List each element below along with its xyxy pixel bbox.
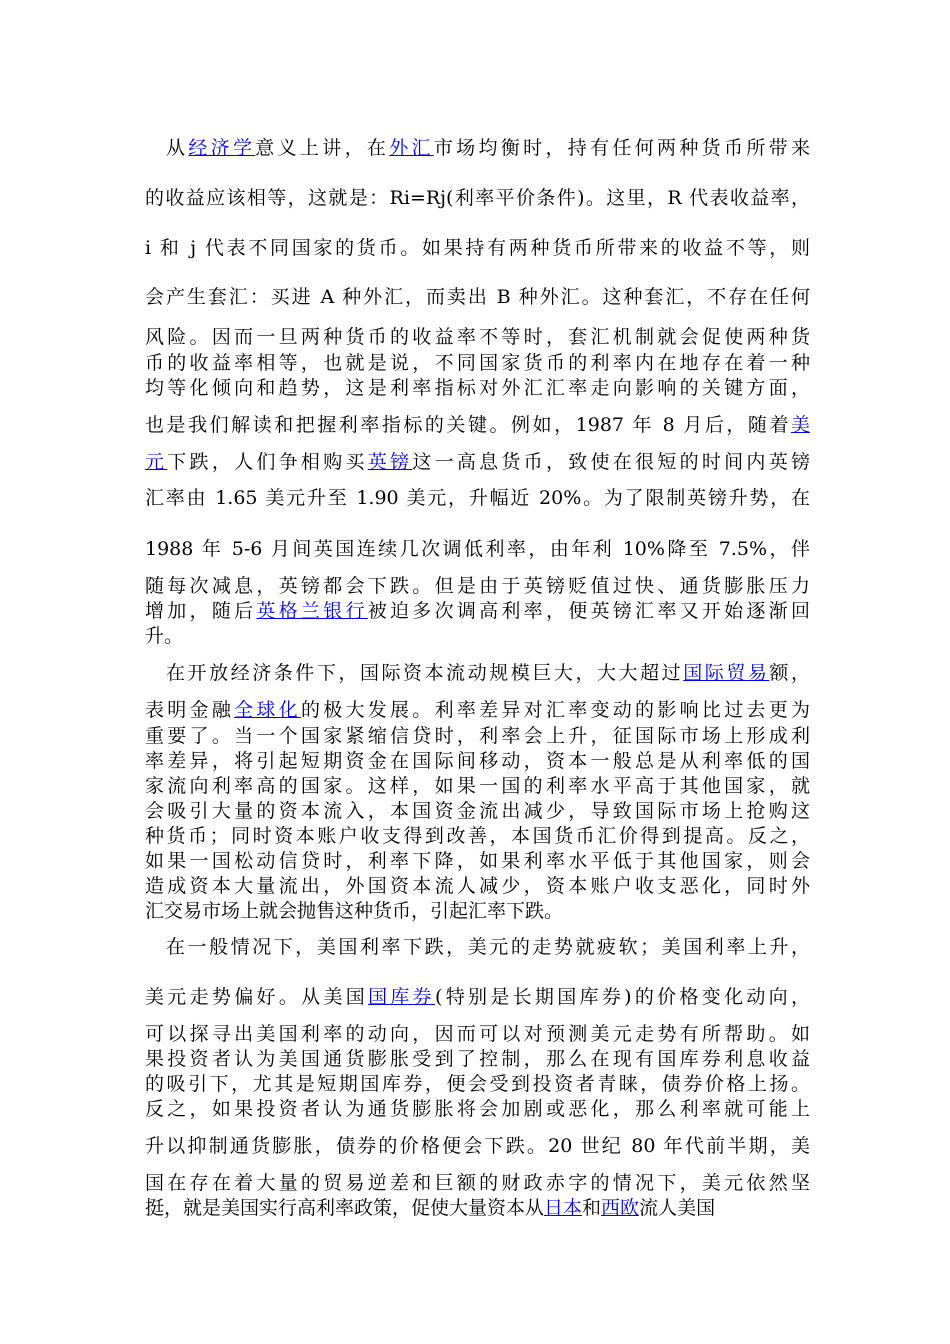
text-segment: 重要了。当一个国家紧缩信贷时，利率会上升，征国际市场上形成利	[145, 725, 810, 747]
text-segment: 在一般情况下，美国利率下跌，美元的走势就疲软；美国利率上升，	[166, 936, 810, 958]
text-line	[145, 1096, 810, 1122]
text-segment: 的吸引下，尤其是短期国库券，便会受到投资者青睐，债券价格上扬。	[145, 1073, 810, 1095]
text-line	[145, 573, 810, 599]
text-segment: 的极大发展。利率差异对汇率变动的影响比过去更为	[300, 699, 810, 721]
text-line	[145, 748, 810, 774]
text-segment: 挺，就是美国实行高利率政策，促使大量资本从	[145, 1197, 545, 1219]
text-segment: 增加，随后	[145, 600, 257, 622]
text-line	[145, 235, 810, 261]
text-segment: 1988 年 5-6 月间英国连续几次调低利率，由年利 10%降至 7.5%，伴	[145, 538, 810, 560]
text-segment: 币的收益率相等，也就是说，不同国家货币的利率内在地存在着一种	[145, 352, 810, 374]
text-segment: 反之，如果投资者认为通货膨胀将会加剧或恶化，那么利率就可能上	[145, 1098, 810, 1120]
hyperlink[interactable]: 日本	[544, 1197, 583, 1219]
text-line	[145, 598, 810, 624]
text-segment: 流人美国	[639, 1197, 716, 1219]
text-line	[166, 660, 810, 686]
hyperlink[interactable]: 全球化	[234, 699, 301, 721]
text-line	[145, 1071, 810, 1097]
hyperlink[interactable]: 西欧	[601, 1197, 640, 1219]
text-line	[145, 848, 810, 874]
text-segment: 率差异，将引起短期资金在国际间移动，资本一般总是从利率低的国	[145, 750, 810, 772]
text-line	[145, 1170, 810, 1196]
text-line	[145, 449, 810, 475]
text-segment: 被迫多次调高利率，便英镑汇率又开始逐渐回	[367, 600, 810, 622]
hyperlink[interactable]: 经济学	[188, 137, 256, 159]
text-segment: 美元走势偏好。从美国	[145, 986, 369, 1008]
text-line	[166, 135, 810, 161]
text-segment: 从	[166, 137, 189, 159]
text-line	[145, 798, 810, 824]
text-line	[145, 773, 810, 799]
text-segment: 表明金融	[145, 699, 235, 721]
text-segment: 升以抑制通货膨胀，债券的价格便会下跌。20 世纪 80 年代前半期，美	[145, 1135, 810, 1157]
text-segment: 也是我们解读和把握利率指标的关键。例如，1987 年 8 月后，随着	[145, 414, 791, 436]
text-line	[145, 185, 810, 211]
hyperlink[interactable]: 国际贸易	[683, 662, 770, 684]
text-segment: 市场均衡时，持有任何两种货币所带来	[433, 137, 810, 159]
text-line	[145, 350, 810, 376]
text-segment: 和	[582, 1197, 602, 1219]
hyperlink[interactable]: 英镑	[367, 451, 413, 473]
text-segment: 可以探寻出美国利率的动向，因而可以对预测美元走势有所帮助。如	[145, 1023, 810, 1045]
text-segment: 如果一国松动信贷时，利率下降，如果利率水平低于其他国家，则会	[145, 850, 810, 872]
text-line	[145, 412, 810, 438]
text-line	[145, 284, 810, 310]
text-line	[145, 536, 810, 562]
text-line	[145, 1021, 810, 1047]
hyperlink[interactable]: 英格兰银行	[256, 600, 368, 622]
text-segment: 种货币；同时资本账户收支得到改善，本国货币汇价得到提高。反之，	[145, 825, 810, 847]
text-line	[145, 324, 810, 350]
text-line	[166, 934, 810, 960]
text-segment: 汇交易市场上就会抛售这种货币，引起汇率下跌。	[145, 900, 564, 922]
text-segment: 随每次减息，英镑都会下跌。但是由于英镑贬值过快、通货膨胀压力	[145, 575, 810, 597]
text-segment: 造成资本大量流出，外国资本流人减少，资本账户收支恶化，同时外	[145, 875, 810, 897]
text-segment: 在开放经济条件下，国际资本流动规模巨大，大大超过	[166, 662, 684, 684]
hyperlink[interactable]: 外汇	[389, 137, 434, 159]
text-segment: 升。	[145, 625, 184, 647]
text-line	[145, 898, 810, 924]
text-line	[145, 375, 810, 401]
hyperlink[interactable]: 国库券	[368, 986, 435, 1008]
text-segment: 果投资者认为美国通货膨胀受到了控制，那么在现有国库券利息收益	[145, 1048, 810, 1070]
text-line	[145, 623, 810, 649]
text-segment: 的收益应该相等，这就是：Ri=Rj(利率平价条件)。这里，R 代表收益率，	[145, 187, 810, 209]
text-segment: 下跌，人们争相购买	[167, 451, 368, 473]
text-line	[145, 823, 810, 849]
text-segment: i 和 j 代表不同国家的货币。如果持有两种货币所带来的收益不等，则	[145, 237, 810, 259]
hyperlink[interactable]: 美	[790, 414, 810, 436]
text-segment: 均等化倾向和趋势，这是利率指标对外汇汇率走向影响的关键方面，	[145, 377, 810, 399]
text-line	[145, 984, 810, 1010]
text-line	[145, 873, 810, 899]
text-segment: 风险。因而一旦两种货币的收益率不等时，套汇机制就会促使两种货	[145, 326, 810, 348]
text-segment: 汇率由 1.65 美元升至 1.90 美元，升幅近 20%。为了限制英镑升势，在	[145, 487, 810, 509]
text-segment: 会吸引大量的资本流入，本国资金流出减少，导致国际市场上抢购这	[145, 800, 810, 822]
text-line	[145, 485, 810, 511]
text-segment: 家流向利率高的国家。这样，如果一国的利率水平高于其他国家，就	[145, 775, 810, 797]
text-line	[145, 1046, 810, 1072]
text-segment: 额，	[769, 662, 810, 684]
text-line	[145, 697, 810, 723]
text-line	[145, 723, 810, 749]
text-line	[145, 1195, 810, 1221]
text-segment: 意义上讲，在	[255, 137, 390, 159]
text-segment: (特别是长期国库券)的价格变化动向，	[434, 986, 810, 1008]
hyperlink[interactable]: 元	[145, 451, 168, 473]
text-segment: 国在存在着大量的贸易逆差和巨额的财政赤字的情况下，美元依然坚	[145, 1172, 810, 1194]
text-segment: 会产生套汇：买进 A 种外汇，而卖出 B 种外汇。这种套汇，不存在任何	[145, 286, 810, 308]
text-segment: 这一高息货币，致使在很短的时间内英镑	[412, 451, 810, 473]
text-line	[145, 1133, 810, 1159]
